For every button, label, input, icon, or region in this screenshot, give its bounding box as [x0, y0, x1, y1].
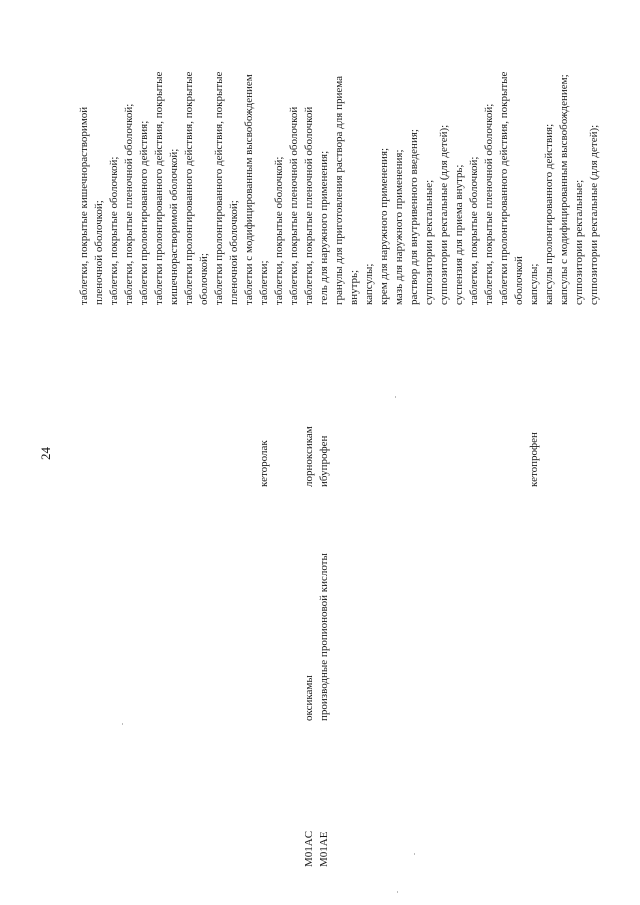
dosage-form-line: пленочной оболочкой;	[93, 200, 105, 305]
dosage-form-line: таблетки, покрытые пленочной оболочкой	[303, 106, 315, 305]
dosage-form-line: таблетки с модифицированным высвобождением	[243, 74, 255, 305]
drug-name: лорноксикам	[303, 426, 315, 487]
scan-speck	[414, 853, 415, 855]
dosage-form-line: гранулы для приготовления раствора для приема	[333, 76, 345, 305]
dosage-form-line: капсулы с модифицированным высвобождением;	[558, 74, 570, 305]
dosage-form-line: таблетки, покрытые оболочкой;	[468, 156, 480, 305]
dosage-form-line: таблетки, покрытые пленочной оболочкой;	[123, 103, 135, 305]
dosage-form-line: суппозитории ректальные (для детей);	[438, 124, 450, 305]
dosage-form-line: раствор для внутривенного введения;	[408, 129, 420, 305]
drug-group: оксикамы	[303, 675, 315, 721]
dosage-form-line: оболочкой;	[198, 253, 210, 305]
drug-group: производные пропионовой кислоты	[318, 553, 330, 721]
scan-speck	[122, 723, 123, 725]
atc-code: M01AE	[318, 831, 330, 867]
dosage-form-line: таблетки, покрытые пленочной оболочкой	[288, 106, 300, 305]
dosage-form-line: таблетки, покрытые пленочной оболочкой;	[483, 103, 495, 305]
dosage-form-line: таблетки пролонгированного действия;	[138, 120, 150, 305]
dosage-form-line: мазь для наружного применения;	[393, 149, 405, 305]
dosage-form-line: таблетки пролонгированного действия, покрытые	[213, 71, 225, 305]
dosage-form-line: кишечнорастворимой оболочкой;	[168, 148, 180, 305]
dosage-form-line: таблетки, покрытые оболочкой;	[273, 156, 285, 305]
dosage-form-line: крем для наружного применения;	[378, 147, 390, 305]
dosage-form-line: гель для наружного применения;	[318, 150, 330, 305]
dosage-form-line: суппозитории ректальные;	[423, 179, 435, 305]
dosage-form-line: суспензия для приема внутрь;	[453, 164, 465, 305]
scan-speck	[395, 396, 396, 398]
dosage-form-line: внутрь;	[348, 269, 360, 305]
scan-speck	[397, 891, 398, 893]
drug-name: кеторолак	[258, 440, 270, 487]
dosage-form-line: капсулы;	[528, 263, 540, 305]
dosage-form-line: пленочной оболочкой;	[228, 200, 240, 305]
dosage-form-line: суппозитории ректальные;	[573, 179, 585, 305]
dosage-form-line: таблетки пролонгированного действия, покрытые	[153, 71, 165, 305]
dosage-form-line: таблетки;	[258, 260, 270, 305]
page-number: 24	[38, 447, 53, 460]
dosage-form-line: таблетки пролонгированного действия, покрытые	[498, 71, 510, 305]
dosage-form-line: капсулы;	[363, 263, 375, 305]
dosage-form-line: капсулы пролонгированного действия;	[543, 123, 555, 305]
dosage-form-line: таблетки, покрытые кишечнорастворимой	[78, 106, 90, 305]
dosage-form-line: таблетки, покрытые оболочкой;	[108, 156, 120, 305]
dosage-form-line: суппозитории ректальные (для детей);	[588, 124, 600, 305]
atc-code: M01AC	[303, 830, 315, 867]
drug-name: кетопрофен	[528, 432, 540, 487]
dosage-form-line: оболочкой	[513, 256, 525, 305]
drug-name: ибупрофен	[318, 435, 330, 487]
dosage-form-line: таблетки пролонгированного действия, покрытые	[183, 71, 195, 305]
